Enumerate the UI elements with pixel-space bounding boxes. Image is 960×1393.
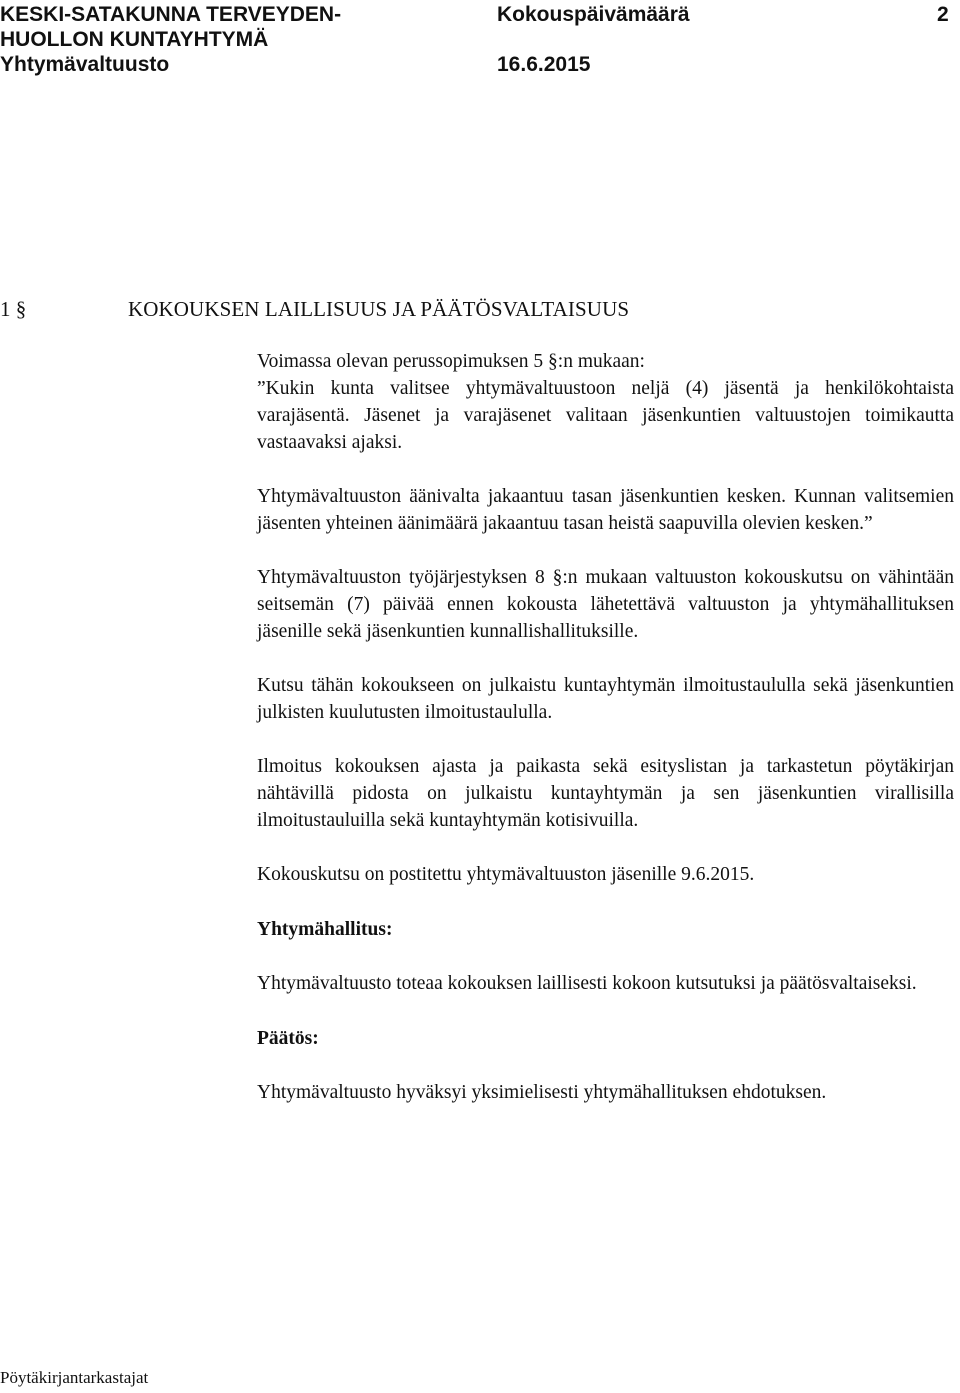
paragraph-member-election: ”Kukin kunta valitsee yhtymävaltuustoon neljä (4) jäsentä ja henkilökohtaista varajäsentä. Jäsenet ja varajäsenet valitaan jäsenkuntien valtuustojen toimikautta vastaavaksi ajaksi. xyxy=(257,378,954,453)
document-body xyxy=(257,348,954,1106)
paragraph-agreement-ref: Voimassa olevan perussopimuksen 5 §:n mukaan: xyxy=(257,351,645,372)
decision-text: Yhtymävaltuusto hyväksyi yksimielisesti yhtymähallituksen ehdotuksen. xyxy=(257,1082,827,1103)
section-number: 1 § xyxy=(0,297,27,321)
governing-body: Yhtymävaltuusto xyxy=(0,53,170,76)
minutes-checkers-label: Pöytäkirjantarkastajat xyxy=(0,1368,149,1387)
paragraph-notice: Ilmoitus kokouksen ajasta ja paikasta sekä esityslistan ja tarkastetun pöytäkirjan nähtävillä pidosta on julkaistu kuntayhtymän ja sen jäsenkuntien virallisilla ilmoitustauluilla sekä kuntayhtymän kotisivuilla. xyxy=(257,756,954,831)
meeting-date-label: Kokouspäivämäärä xyxy=(497,3,690,26)
paragraph-meeting-invitation: Yhtymävaltuuston työjärjestyksen 8 §:n mukaan valtuuston kokouskutsu on vähintään seitsemän (7) päivää ennen kokousta lähetettävä valtuuston ja yhtymähallituksen jäsenille sekä jäsenkuntien kunnallishallituksille. xyxy=(257,567,954,642)
section-title: KOKOUKSEN LAILLISUUS JA PÄÄTÖSVALTAISUUS xyxy=(128,297,630,321)
organization-name-line1: KESKI-SATAKUNNA TERVEYDEN- xyxy=(0,3,342,26)
board-proposal-text: Yhtymävaltuusto toteaa kokouksen laillisesti kokoon kutsutuksi ja päätösvaltaiseksi. xyxy=(257,973,917,994)
paragraph-invitation-mailed: Kokouskutsu on postitettu yhtymävaltuuston jäsenille 9.6.2015. xyxy=(257,864,755,885)
decision-heading: Päätös: xyxy=(257,1028,319,1049)
paragraph-invitation-published: Kutsu tähän kokoukseen on julkaistu kuntayhtymän ilmoitustaululla sekä jäsenkuntien julkisten kuulutusten ilmoitustaululla. xyxy=(257,675,954,723)
page-number: 2 xyxy=(937,3,949,26)
meeting-date: 16.6.2015 xyxy=(497,53,591,76)
paragraph-voting-power: Yhtymävaltuuston äänivalta jakaantuu tasan jäsenkuntien kesken. Kunnan valitsemien jäsenten yhteinen äänimäärä jakaantuu tasan heistä saapuvilla olevien kesken.” xyxy=(257,486,954,534)
board-proposal-heading: Yhtymähallitus: xyxy=(257,919,393,940)
organization-name-line2: HUOLLON KUNTAYHTYMÄ xyxy=(0,28,269,51)
organization-name xyxy=(0,2,341,52)
